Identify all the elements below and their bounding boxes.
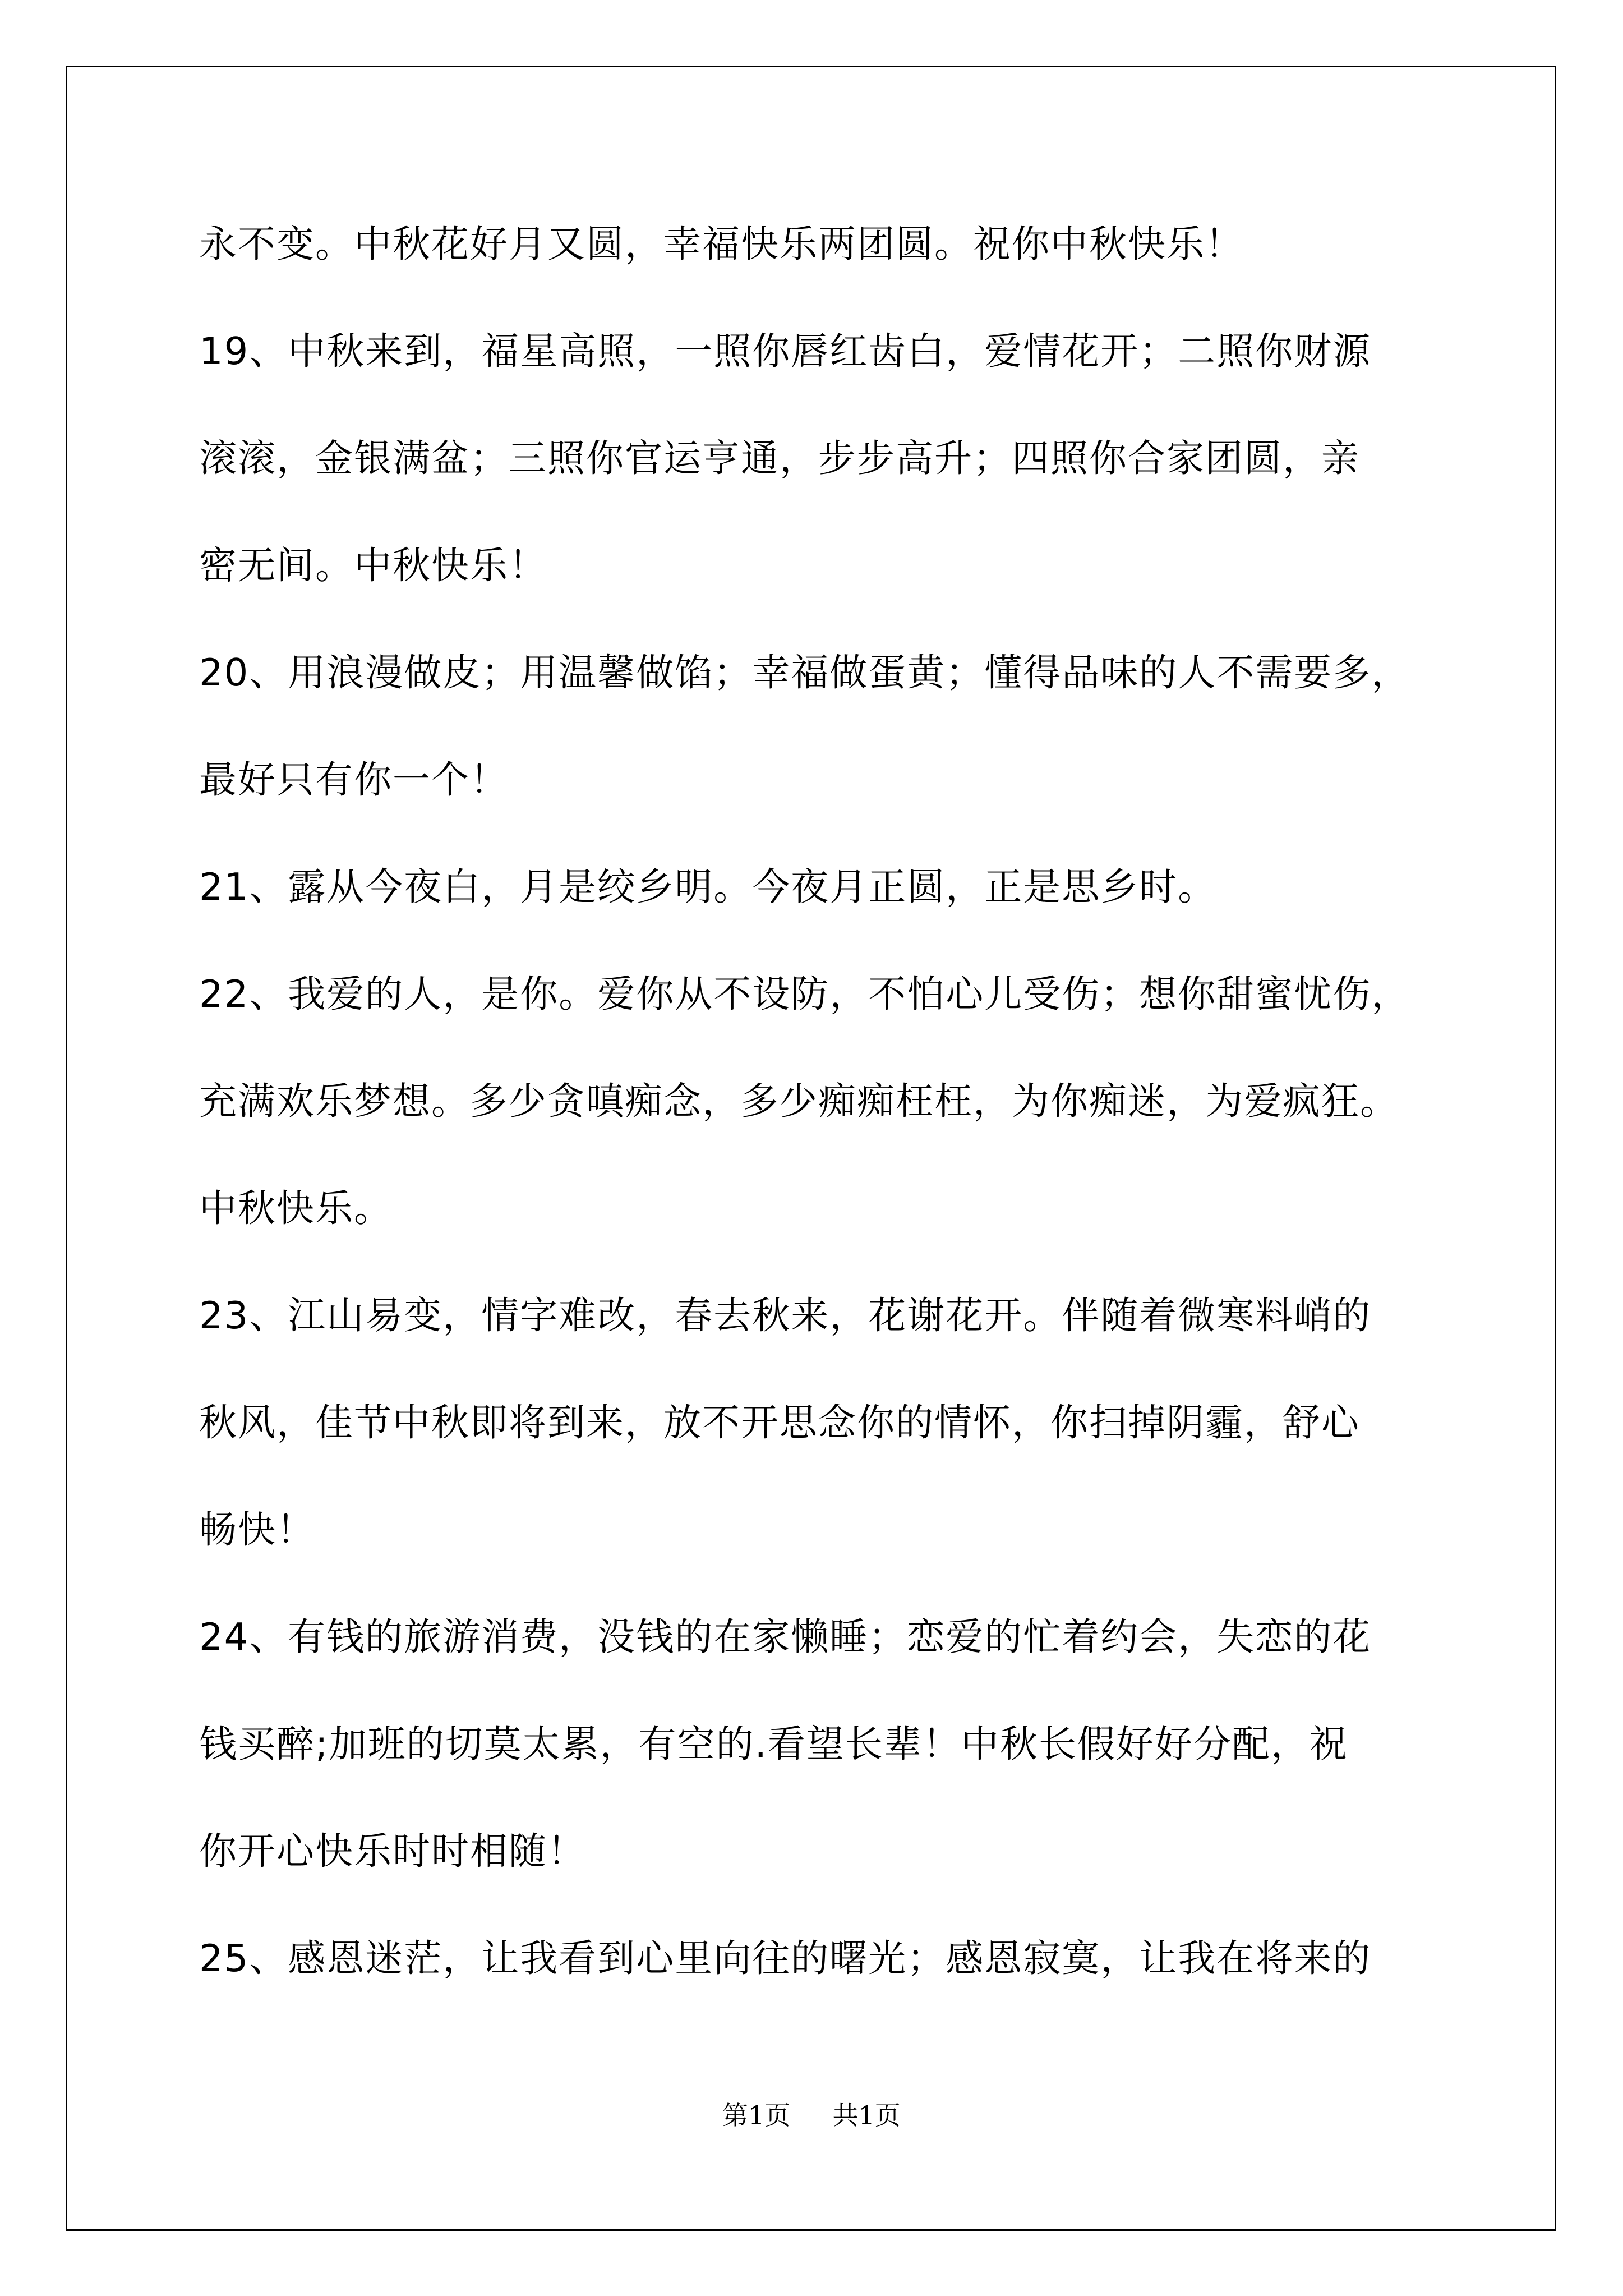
text-line: 最好只有你一个！ [199, 758, 509, 802]
text-line: 22、我爱的人，是你。爱你从不设防，不怕心儿受伤；想你甜蜜忧伤， [199, 972, 1410, 1016]
text-line: 23、江山易变，情字难改，春去秋来，花谢花开。伴随着微寒料峭的 [199, 1294, 1372, 1337]
text-line: 充满欢乐梦想。多少贪嗔痴念，多少痴痴枉枉，为你痴迷，为爱疯狂。 [199, 1079, 1399, 1123]
text-line: 你开心快乐时时相随！ [199, 1829, 586, 1873]
text-line: 20、用浪漫做皮；用温馨做馅；幸福做蛋黄；懂得品味的人不需要多， [199, 651, 1410, 694]
document-body [199, 191, 1467, 2012]
text-line: 25、感恩迷茫，让我看到心里向往的曙光；感恩寂寞，让我在将来的 [199, 1936, 1372, 1980]
text-line: 密无间。中秋快乐！ [199, 544, 547, 587]
text-line: 中秋快乐。 [199, 1186, 393, 1230]
text-line: 永不变。中秋花好月又圆，幸福快乐两团圆。祝你中秋快乐！ [199, 222, 1244, 266]
text-line: 24、有钱的旅游消费，没钱的在家懒睡；恋爱的忙着约会，失恋的花 [199, 1615, 1372, 1659]
page-footer [0, 2095, 1623, 2132]
text-line: 畅快！ [199, 1508, 315, 1552]
text-line: 19、中秋来到，福星高照，一照你唇红齿白，爱情花开；二照你财源 [199, 329, 1372, 373]
page-number-current: 第1页 [722, 2100, 791, 2131]
text-line: 21、露从今夜白，月是绞乡明。今夜月正圆，正是思乡时。 [199, 865, 1217, 909]
text-line: 钱买醉;加班的切莫太累，有空的.看望长辈！中秋长假好好分配，祝 [199, 1722, 1348, 1766]
text-line: 秋风，佳节中秋即将到来，放不开思念你的情怀，你扫掉阴霾，舒心 [199, 1401, 1360, 1444]
text-line: 滚滚，金银满盆；三照你官运亨通，步步高升；四照你合家团圆，亲 [199, 436, 1360, 480]
page-number-total: 共1页 [832, 2100, 901, 2131]
